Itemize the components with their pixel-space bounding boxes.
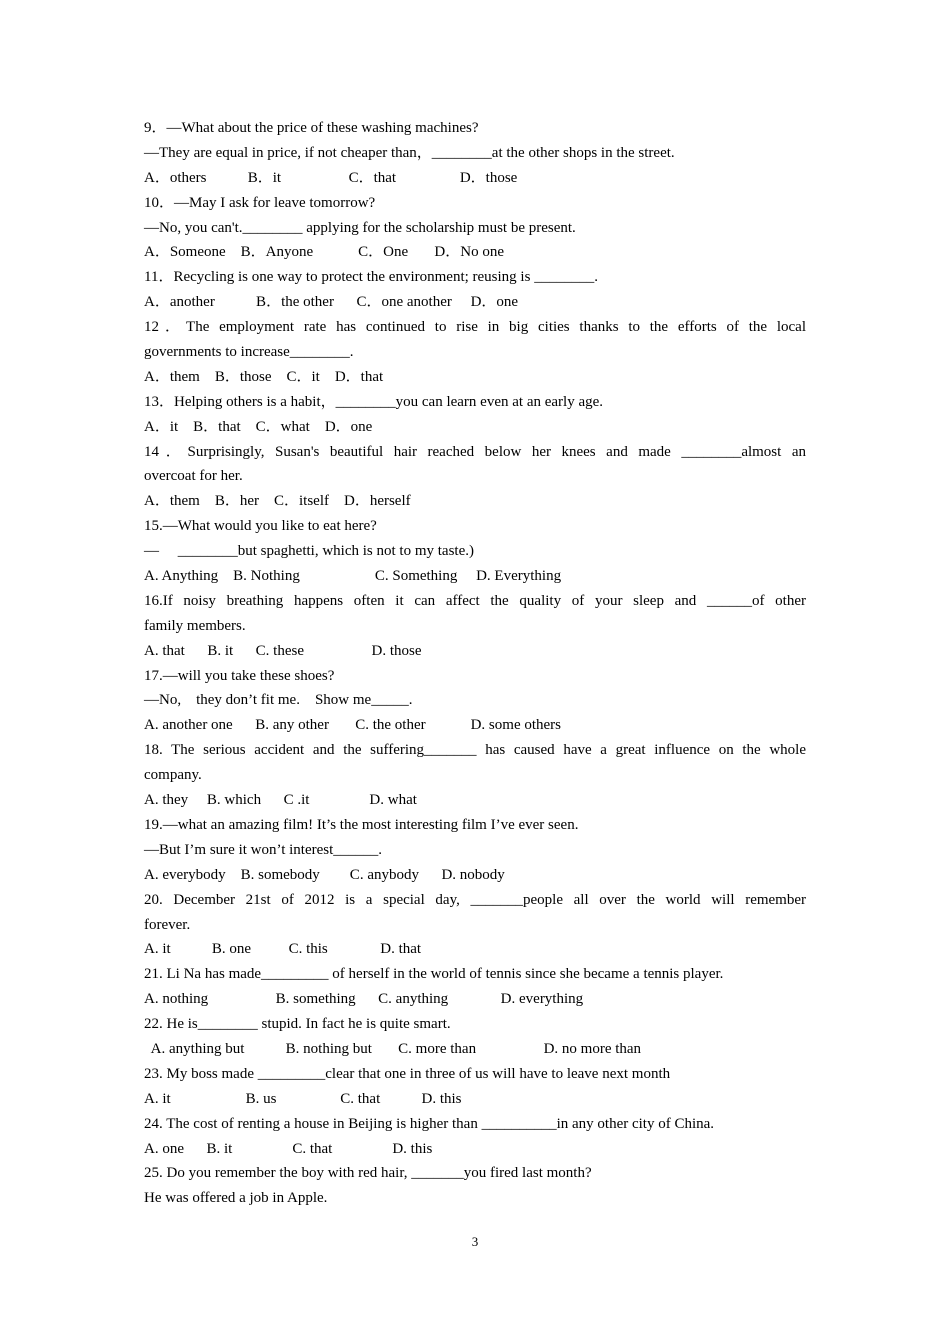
text-line: — ________but spaghetti, which is not to my taste.) (144, 543, 474, 560)
text-line: 19.—what an amazing film! It’s the most interesting film I’ve ever seen. (144, 816, 579, 833)
text-line: He was offered a job in Apple. (144, 1190, 328, 1207)
text-line: 25. Do you remember the boy with red hair, _______you fired last month? (144, 1165, 592, 1182)
text-line: A．them B．those C．it D．that (144, 368, 384, 385)
text-line: 24. The cost of renting a house in Beijing is higher than __________in any other city of China. (144, 1115, 715, 1132)
text-line: 14．Surprisingly, Susan's beautiful hair reached below her knees and made ________almost an (144, 443, 806, 460)
text-line: 23. My boss made _________clear that one in three of us will have to leave next month (144, 1065, 671, 1082)
text-line: 18. The serious accident and the suffering_______ has caused have a great influence on the whole (144, 742, 806, 759)
text-line: company. (144, 767, 202, 784)
text-line: A. everybody B. somebody C. anybody D. nobody (144, 866, 505, 883)
text-line: —No, they don’t fit me. Show me_____. (144, 692, 413, 709)
text-line: A. another one B. any other C. the other D. some others (144, 717, 562, 734)
text-line: A. they B. which C .it D. what (144, 792, 417, 809)
text-line: 17.—will you take these shoes? (144, 667, 335, 684)
exercise-text (144, 116, 806, 1211)
text-line: A．them B．her C．itself D．herself (144, 493, 411, 510)
text-line: 13．Helping others is a habit，________you can learn even at an early age. (144, 393, 604, 410)
text-line: 21. Li Na has made_________ of herself in the world of tennis since she became a tennis player. (144, 966, 724, 983)
text-line: —But I’m sure it won’t interest______. (144, 841, 383, 858)
text-line: —They are equal in price, if not cheaper than，________at the other shops in the street. (144, 144, 675, 161)
text-line: A．others B．it C．that D．those (144, 169, 518, 186)
text-line: 9．—What about the price of these washing machines? (144, 120, 479, 136)
text-line: A. anything but B. nothing but C. more than D. no more than (144, 1040, 642, 1057)
text-line: A. Anything B. Nothing C. Something D. Everything (144, 568, 562, 585)
text-line: 10．—May I ask for leave tomorrow? (144, 194, 376, 211)
text-line: 16.If noisy breathing happens often it can affect the quality of your sleep and ______of other (144, 592, 806, 609)
text-line: A. nothing B. something C. anything D. everything (144, 991, 584, 1008)
text-line: forever. (144, 916, 191, 933)
text-line: A．Someone B．Anyone C．One D．No one (144, 244, 504, 261)
text-line: —No, you can't.________ applying for the scholarship must be present. (144, 219, 576, 236)
text-line: A．it B．that C．what D．one (144, 418, 373, 435)
text-line: governments to increase________. (144, 344, 354, 361)
text-line: A. it B. us C. that D. this (144, 1090, 462, 1107)
text-line: 20. December 21st of 2012 is a special day, _______people all over the world will remember (144, 891, 806, 908)
page-number: 3 (471, 1234, 479, 1249)
text-line: A. one B. it C. that D. this (144, 1140, 433, 1157)
text-line: 11．Recycling is one way to protect the environment; reusing is ________. (144, 269, 598, 286)
text-line: A. it B. one C. this D. that (144, 941, 422, 958)
text-line: A．another B．the other C．one another D．one (144, 294, 519, 311)
text-line: 22. He is________ stupid. In fact he is quite smart. (144, 1016, 451, 1033)
text-line: family members. (144, 617, 246, 634)
text-line: 12．The employment rate has continued to rise in big cities thanks to the efforts of the local (144, 319, 806, 336)
text-line: 15.—What would you like to eat here? (144, 518, 377, 535)
text-line: overcoat for her. (144, 468, 243, 485)
text-line: A. that B. it C. these D. those (144, 642, 422, 659)
